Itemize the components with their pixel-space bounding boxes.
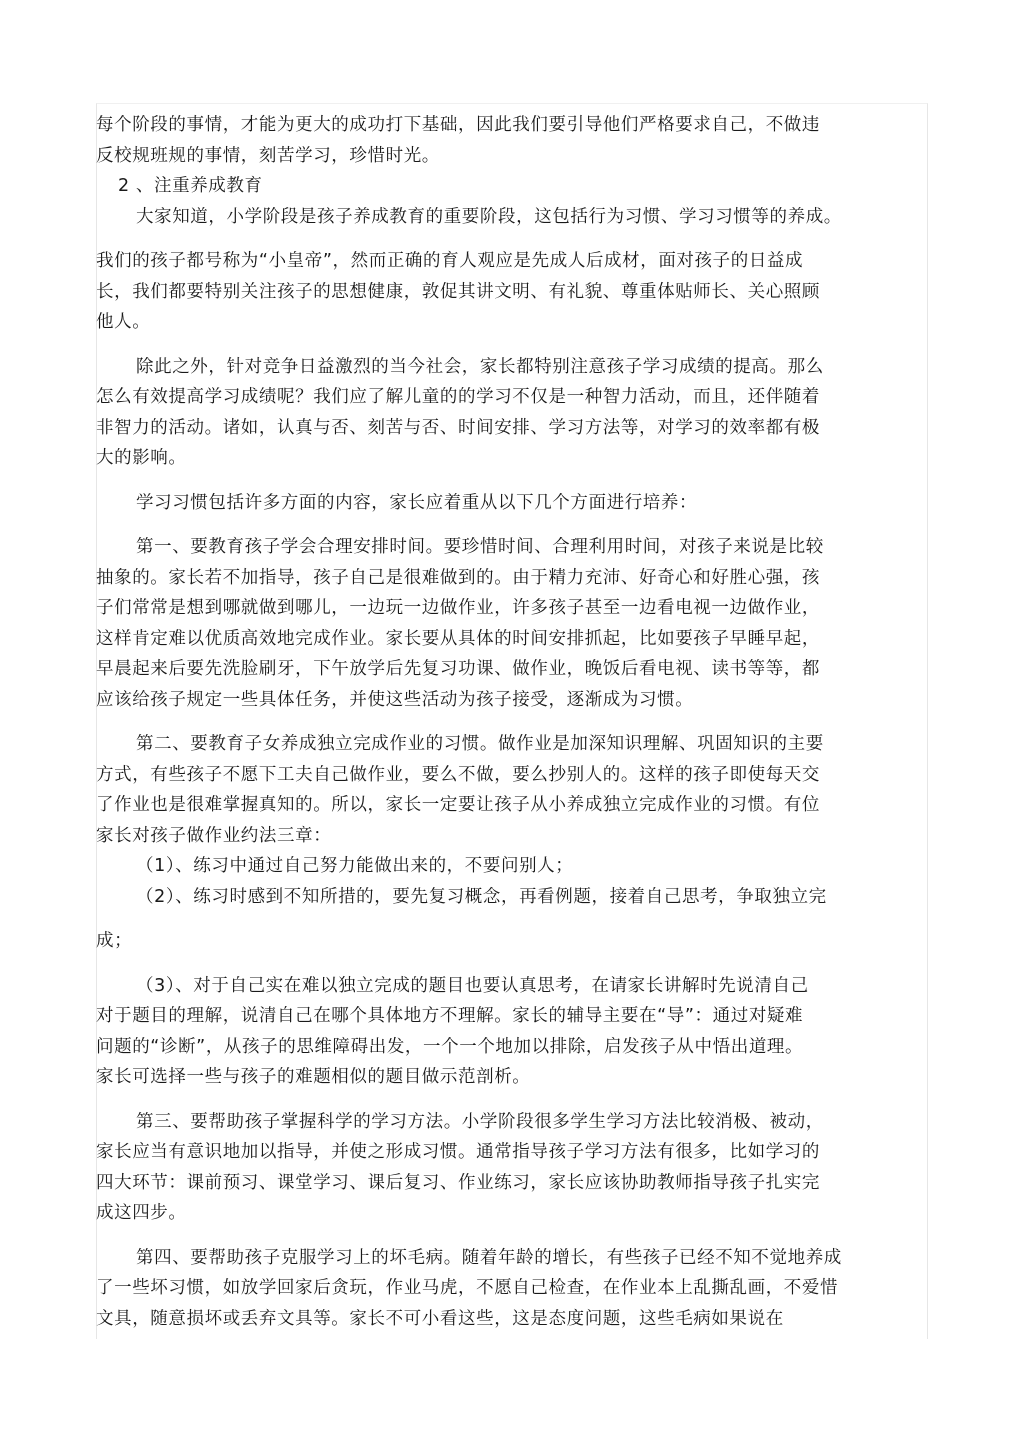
- text-line: 非智力的活动。诸如，认真与否、刻苦与否、时间安排、学习方法等，对学习的效率都有极: [96, 417, 820, 438]
- list-item: （1）、练习中通过自己努力能做出来的，不要问别人；: [136, 856, 574, 876]
- text-line: 了作业也是很难掌握真知的。所以，家长一定要让孩子从小养成独立完成作业的习惯。有位: [96, 795, 820, 815]
- text-line: 怎么有效提高学习成绩呢？我们应了解儿童的的学习不仅是一种智力活动，而且，还伴随着: [96, 387, 820, 407]
- text-line: 他人。: [96, 312, 151, 332]
- text-line: 家长对孩子做作业约法三章：: [96, 825, 332, 846]
- text-line: 第二、要教育子女养成独立完成作业的习惯。做作业是加深知识理解、巩固知识的主要: [136, 734, 824, 754]
- text-line: 家长可选择一些与孩子的难题相似的题目做示范剖析。: [96, 1067, 531, 1087]
- text-line: 子们常常是想到哪就做到哪儿，一边玩一边做作业，许多孩子甚至一边看电视一边做作业，: [96, 598, 820, 618]
- text-line: 了一些坏习惯，如放学回家后贪玩，作业马虎，不愿自己检查，在作业本上乱撕乱画，不爱惜: [96, 1278, 839, 1298]
- text-line: 成；: [96, 931, 133, 951]
- text-line: 大家知道，小学阶段是孩子养成教育的重要阶段，这包括行为习惯、学习习惯等的养成。: [136, 206, 842, 227]
- text-line: 我们的孩子都号称为“小皇帝”，然而正确的育人观应是先成人后成材，面对孩子的日益成: [96, 251, 804, 271]
- text-line: 第四、要帮助孩子克服学习上的坏毛病。随着年龄的增长，有些孩子已经不知不觉地养成: [136, 1247, 842, 1268]
- text-line: 早晨起来后要先洗脸刷牙，下午放学后先复习功课、做作业，晚饭后看电视、读书等等，都: [96, 659, 820, 679]
- text-line: 每个阶段的事情，才能为更大的成功打下基础，因此我们要引导他们严格要求自己，不做违: [96, 115, 820, 135]
- text-line: 长，我们都要特别关注孩子的思想健康，敦促其讲文明、有礼貌、尊重体贴师长、关心照顾: [96, 281, 820, 302]
- list-item: （2）、练习时感到不知所措的，要先复习概念，再看例题，接着自己思考，争取独立完: [136, 886, 827, 907]
- text-line: 大的影响。: [96, 448, 187, 468]
- text-line: 问题的“诊断”，从孩子的思维障碍出发，一个一个地加以排除，启发孩子从中悟出道理。: [96, 1036, 804, 1057]
- section-heading: 2 、注重养成教育: [118, 176, 263, 196]
- text-line: 这样肯定难以优质高效地完成作业。家长要从具体的时间安排抓起，比如要孩子早睡早起，: [96, 628, 820, 649]
- text-line: 抽象的。家长若不加指导，孩子自己是很难做到的。由于精力充沛、好奇心和好胜心强，孩: [96, 567, 820, 588]
- text-line: 学习习惯包括许多方面的内容，家长应着重从以下几个方面进行培养：: [136, 492, 698, 513]
- text-line: 四大环节：课前预习、课堂学习、课后复习、作业练习，家长应该协助教师指导孩子扎实完: [96, 1172, 820, 1193]
- text-line: 第三、要帮助孩子掌握科学的学习方法。小学阶段很多学生学习方法比较消极、被动，: [136, 1111, 824, 1132]
- text-line: 文具，随意损坏或丢弃文具等。家长不可小看这些，这是态度问题，这些毛病如果说在: [96, 1308, 784, 1329]
- text-line: 除此之外，针对竞争日益激烈的当今社会，家长都特别注意孩子学习成绩的提高。那么: [136, 356, 824, 377]
- document-body: [96, 110, 896, 1334]
- text-line: 第一、要教育孩子学会合理安排时间。要珍惜时间、合理利用时间，对孩子来说是比较: [136, 537, 824, 557]
- text-line: 应该给孩子规定一些具体任务，并使这些活动为孩子接受，逐渐成为习惯。: [96, 689, 694, 710]
- text-line: 对于题目的理解，说清自己在哪个具体地方不理解。家长的辅导主要在“导”：通过对疑难: [96, 1006, 804, 1026]
- text-line: 成这四步。: [96, 1203, 187, 1223]
- text-line: 反校规班规的事情，刻苦学习，珍惜时光。: [96, 145, 440, 166]
- text-line: 方式，有些孩子不愿下工夫自己做作业，要么不做，要么抄别人的。这样的孩子即使每天交: [96, 764, 820, 785]
- text-line: 家长应当有意识地加以指导，并使之形成习惯。通常指导孩子学习方法有很多，比如学习的: [96, 1142, 820, 1162]
- list-item: （3）、对于自己实在难以独立完成的题目也要认真思考，在请家长讲解时先说清自己: [136, 975, 809, 996]
